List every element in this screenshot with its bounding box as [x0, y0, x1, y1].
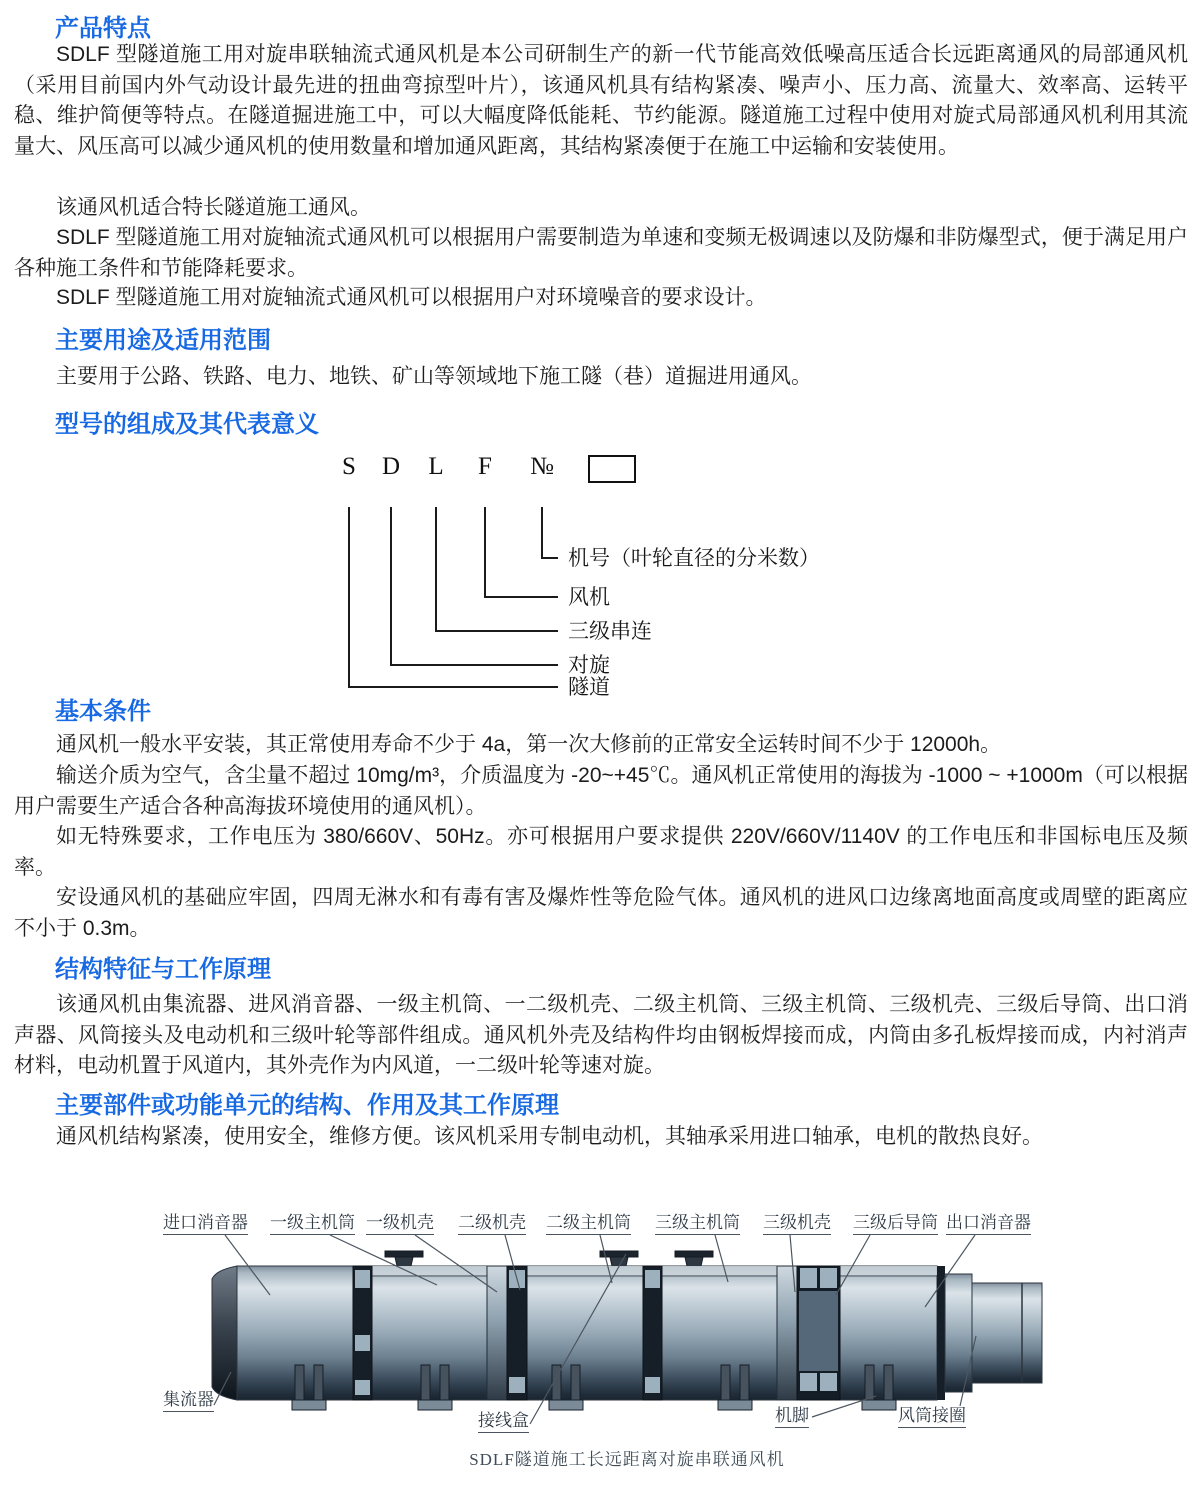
paragraph-basic-4: 安设通风机的基础应牢固，四周无淋水和有毒有害及爆炸性等危险气体。通风机的进风口边缘离地面高度或周壁的距离应不小于 0.3m。: [14, 886, 1188, 940]
paragraph-structure: 该通风机由集流器、进风消音器、一级主机筒、一二级机壳、二级主机筒、三级主机筒、三级机壳、三级后导筒、出口消声器、风筒接头及电动机和三级叶轮等部件组成。通风机外壳及结构件均由钢板焊接而成，内筒由多孔板焊接而成，内衬消声材料，电动机置于风道内，其外壳作为内风道，一二级叶轮等速对旋。: [14, 993, 1188, 1078]
model-designation-diagram: [0, 440, 1200, 710]
paragraph-basic-1: 通风机一般水平安装，其正常使用寿命不少于 4a，第一次大修前的正常安全运转时间不少于 12000h。: [56, 733, 1002, 756]
model-letter-no: №: [530, 453, 554, 480]
fan-diagram-caption: SDLF隧道施工长远距离对旋串联通风机: [469, 1450, 785, 1469]
model-label-fan: 风机: [568, 585, 610, 609]
heading-structure: 结构特征与工作原理: [55, 956, 271, 983]
paragraph-features-2: 该通风机适合特长隧道施工通风。: [56, 196, 371, 219]
paragraph-parts: 通风机结构紧凑，使用安全，维修方便。该风机采用专制电动机，其轴承采用进口轴承，电机的散热良好。: [56, 1125, 1043, 1148]
model-label-contra: 对旋: [568, 653, 610, 677]
fan-label-junction-box: 接线盒: [478, 1411, 529, 1433]
fan-label-stage3-cylinder: 三级主机筒: [655, 1213, 740, 1235]
model-number-box: [588, 455, 636, 483]
paragraph-features-3: SDLF 型隧道施工用对旋轴流式通风机可以根据用户需要制造为单速和变频无极调速以及防爆和非防爆型式，便于满足用户各种施工条件和节能降耗要求。: [14, 226, 1188, 280]
fan-label-outlet-silencer: 出口消音器: [946, 1213, 1031, 1235]
model-letter-l: L: [428, 453, 444, 480]
fan-assembly-diagram: [0, 1195, 1200, 1495]
paragraph-features-1: SDLF 型隧道施工用对旋串联轴流式通风机是本公司研制生产的新一代节能高效低噪高压适合长远距离通风的局部通风机（采用目前国内外气动设计最先进的扭曲弯掠型叶片），该通风机具有结构紧凑、噪声小、压力高、流量大、效率高、运转平稳、维护简便等特点。在隧道掘进施工中，可以大幅度降低能耗、节约能源。隧道施工过程中使用对旋式局部通风机利用其流量大、风压高可以减少通风机的使用数量和增加通风距离，其结构紧凑便于在施工中运输和安装使用。: [14, 43, 1188, 158]
heading-main-parts: 主要部件或功能单元的结构、作用及其工作原理: [55, 1092, 559, 1119]
fan-label-duct-ring: 风筒接圈: [898, 1406, 966, 1428]
fan-label-rear-guide: 三级后导筒: [853, 1213, 938, 1235]
fan-label-inlet-silencer: 进口消音器: [163, 1213, 248, 1235]
model-label-three-stage: 三级串连: [568, 619, 652, 643]
model-label-tunnel: 隧道: [568, 675, 610, 699]
fan-label-stage2-casing: 二级机壳: [458, 1213, 526, 1235]
fan-label-collector: 集流器: [163, 1390, 214, 1412]
heading-product-features: 产品特点: [55, 15, 151, 42]
model-label-fan-number: 机号（叶轮直径的分米数）: [568, 546, 820, 570]
heading-basic-conditions: 基本条件: [55, 698, 151, 725]
heading-model-composition: 型号的组成及其代表意义: [55, 411, 319, 438]
paragraph-basic-2: 输送介质为空气，含尘量不超过 10mg/m³，介质温度为 -20~+45℃。通风机正常使用的海拔为 -1000 ~ +1000m（可以根据用户需要生产适合各种高海拔环境使用的通风机）。: [14, 764, 1188, 818]
paragraph-basic-3: 如无特殊要求，工作电压为 380/660V、50Hz。亦可根据用户要求提供 220V/660V/1140V 的工作电压和非国标电压及频率。: [14, 825, 1188, 879]
paragraph-usage: 主要用于公路、铁路、电力、地铁、矿山等领域地下施工隧（巷）道掘进用通风。: [56, 365, 812, 388]
fan-label-stage2-cylinder: 二级主机筒: [546, 1213, 631, 1235]
fan-label-machine-feet: 机脚: [775, 1406, 809, 1428]
fan-label-stage1-cylinder: 一级主机筒: [270, 1213, 355, 1235]
model-letter-f: F: [478, 453, 492, 480]
fan-label-stage3-casing: 三级机壳: [763, 1213, 831, 1235]
model-letter-s: S: [342, 453, 356, 480]
paragraph-features-4: SDLF 型隧道施工用对旋轴流式通风机可以根据用户对环境噪音的要求设计。: [56, 286, 767, 309]
heading-usage: 主要用途及适用范围: [55, 327, 271, 354]
model-letter-d: D: [381, 453, 401, 480]
fan-label-stage1-casing: 一级机壳: [366, 1213, 434, 1235]
